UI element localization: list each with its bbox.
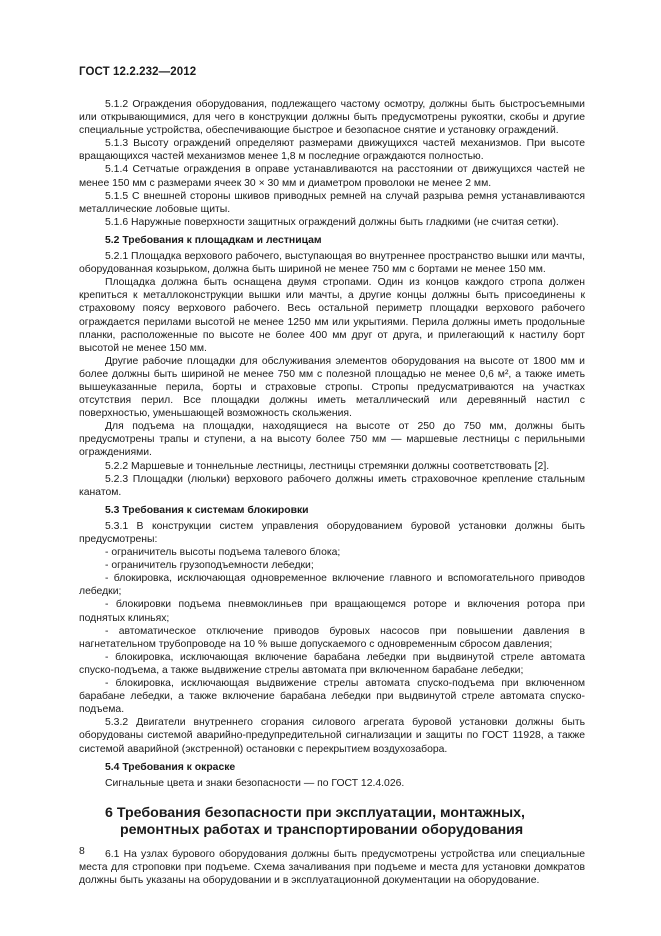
list-item: - блокировка, исключающая включение барабана лебедки при выдвинутой стреле автомата спуско-подъема, а также выдвижение стрелы автомата при включенном барабане лебедки; [79, 651, 585, 676]
paragraph-6-1: 6.1 На узлах бурового оборудования должны быть предусмотрены устройства или специальные места для строповки при подъеме. Схема зачаливания при подъеме и места для установки домкратов должны быть указаны на оборудовании и в эксплуатационной документации на оборудование. [79, 848, 585, 886]
paragraph-5-1-2: 5.1.2 Ограждения оборудования, подлежащего частому осмотру, должны быть быстросъемными или открывающимися, для чего в конструкции должны быть предусмотрены рукоятки, скобы и другие специальные устройства, обеспечивающие быстрое и безопасное снятие и установку ограждений. [79, 99, 585, 137]
section-heading-5-4: 5.4 Требования к окраске [105, 761, 236, 773]
paragraph-platform-straps: Площадка должна быть оснащена двумя стропами. Один из концов каждого стропа должен крепиться к металлоконструкции вышки или мачты, а другие концы должны быть присоединены к страховому поясу верхового рабочего. Весь остальной периметр площадки верхового рабочего ограждается перилами высотой не менее 1250 мм или укрытиями. Перила должны иметь продольные планки, расположенные по высоте не более 400 мм друг от друга, и прилегающий к настилу борт высотой не менее 150 мм. [79, 277, 585, 354]
document-header: ГОСТ 12.2.232—2012 [79, 66, 197, 78]
paragraph-5-3-2: 5.3.2 Двигатели внутреннего сгорания силового агрегата буровой установки должны быть оборудованы системой аварийно-предупредительной сигнализации и защиты по ГОСТ 11928, а также системой аварийной (экстренной) остановки с перекрытием воздухозабора. [79, 717, 585, 755]
section-heading-5-3: 5.3 Требования к системам блокировки [105, 504, 309, 516]
paragraph-5-4: Сигнальные цвета и знаки безопасности — по ГОСТ 12.4.026. [105, 777, 405, 789]
section-heading-6-line-2: ремонтных работах и транспортировании оборудования [120, 821, 524, 838]
paragraph-5-2-2: 5.2.2 Маршевые и тоннельные лестницы, лестницы стремянки должны соответствовать [2]. [105, 460, 550, 472]
list-item: - автоматическое отключение приводов буровых насосов при повышении давления в нагнетательном трубопроводе на 10 % выше допускаемого с одновременным сбросом давления; [79, 625, 585, 650]
paragraph-ladders: Для подъема на площадки, находящиеся на высоте от 250 до 750 мм, должны быть предусмотрены трапы и ступени, а на высоту более 750 мм — маршевые лестницы с перильными ограждениями. [79, 421, 585, 459]
list-item: - блокировка, исключающая одновременное включение главного и вспомогательного приводов лебедки; [79, 573, 585, 598]
section-heading-6-line-1: 6 Требования безопасности при эксплуатации, монтажных, [105, 804, 525, 821]
paragraph-5-2-3: 5.2.3 Площадки (люльки) верхового рабочего должны иметь страховочное крепление стальным канатом. [79, 473, 585, 498]
list-item: - ограничитель грузоподъемности лебедки; [105, 560, 314, 572]
list-item: - блокировки подъема пневмоклиньев при вращающемся роторе и включения ротора при поднятых клиньях; [79, 599, 585, 624]
paragraph-5-1-5: 5.1.5 С внешней стороны шкивов приводных ремней на случай разрыва ремня устанавливаются металлические лобовые щиты. [79, 190, 585, 215]
paragraph-5-1-3: 5.1.3 Высоту ограждений определяют размерами движущихся частей механизмов. При высоте вращающихся частей механизмов менее 1,8 м последние ограждаются полностью. [79, 138, 585, 163]
page-content [79, 98, 585, 887]
section-heading-6 [79, 805, 585, 839]
paragraph-5-3-1: 5.3.1 В конструкции систем управления оборудованием буровой установки должны быть предусмотрены: [79, 520, 585, 545]
list-item: - ограничитель высоты подъема талевого блока; [105, 547, 341, 559]
paragraph-5-2-1: 5.2.1 Площадка верхового рабочего, выступающая во внутреннее пространство вышки или мачты, оборудованная козырьком, должна быть шириной не менее 750 мм с бортами не менее 150 мм. [79, 251, 585, 276]
paragraph-5-1-6: 5.1.6 Наружные поверхности защитных ограждений должны быть гладкими (не считая сетки). [105, 216, 559, 228]
section-heading-5-2: 5.2 Требования к площадкам и лестницам [105, 234, 322, 246]
paragraph-5-1-4: 5.1.4 Сетчатые ограждения в оправе устанавливаются на расстоянии от движущихся частей не менее 150 мм с размерами ячеек 30 × 30 мм и диаметром проволоки не менее 2 мм. [79, 164, 585, 189]
page-number: 8 [79, 846, 85, 857]
list-item: - блокировка, исключающая выдвижение стрелы автомата спуско-подъема при включенном барабане лебедки, а также включение барабана лебедки при выдвинутой стреле автомата спуско-подъема. [79, 678, 585, 716]
paragraph-other-platforms: Другие рабочие площадки для обслуживания элементов оборудования на высоте от 1800 мм и более должны быть шириной не менее 750 мм с полезной площадью не менее 0,6 м², а также иметь вышеуказанные перила, борты и страховые стропы. Стропы предусматриваются на участках отсутствия перил. Все площадки должны иметь металлический или деревянный настил с поверхностью, уменьшающей возможность скольжения. [79, 355, 585, 420]
